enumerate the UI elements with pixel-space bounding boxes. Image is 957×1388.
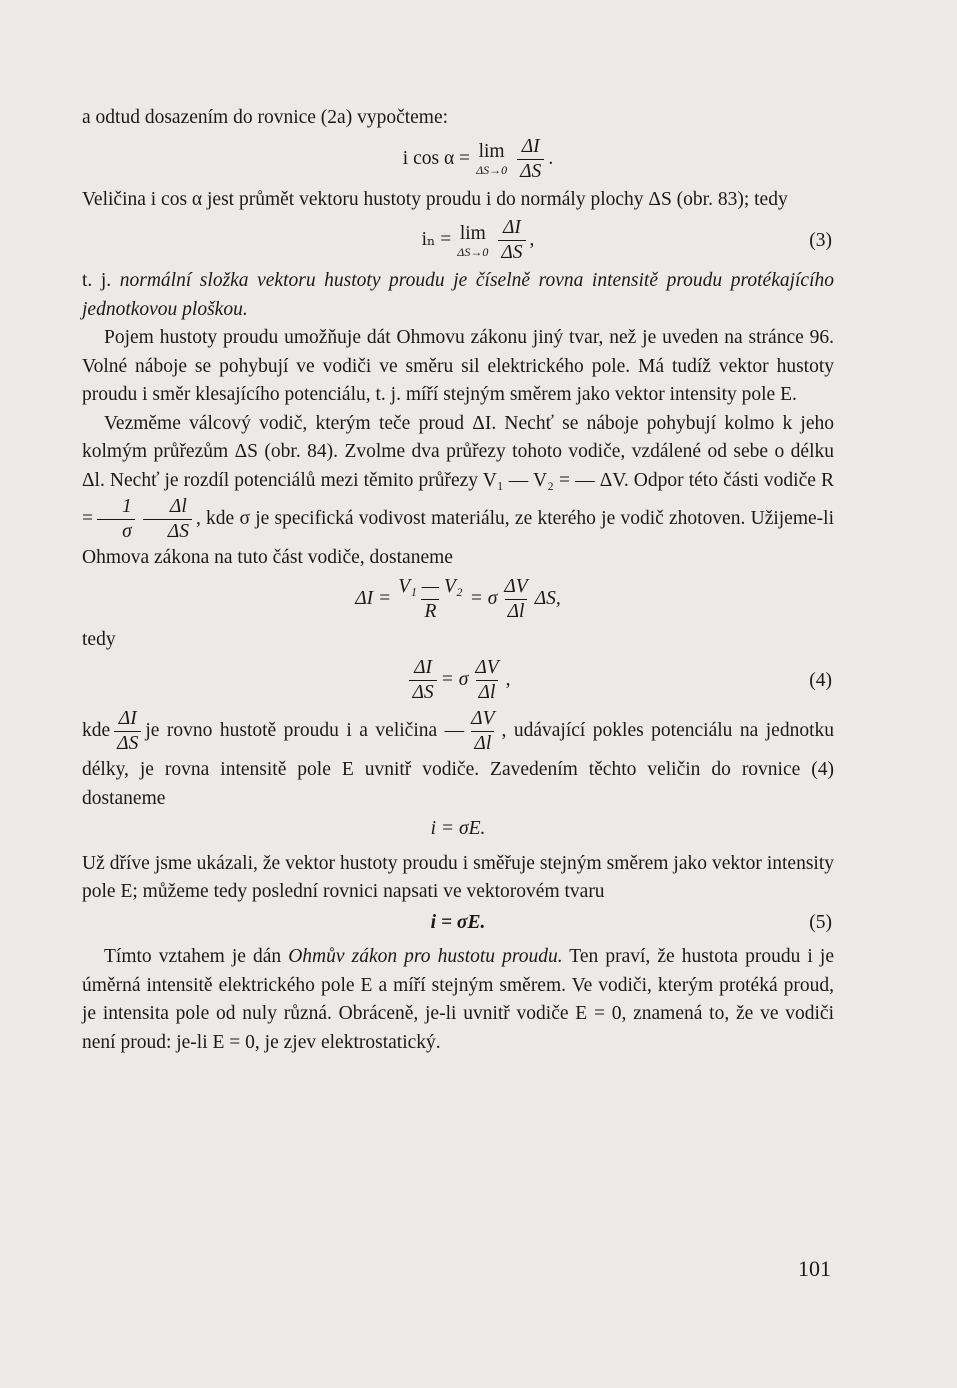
eq-a-fraction: [517, 135, 544, 184]
eq-a-lim-sub: ΔS→0: [476, 163, 508, 177]
eq-3-tail: ,: [529, 229, 535, 251]
p5-fraction-1: [114, 707, 141, 756]
eq-4-f2-den: Δl: [476, 680, 499, 705]
eq-3-den: ΔS: [498, 240, 525, 265]
eq-b-f2-num: ΔV: [504, 575, 528, 597]
eq-a-lhs: i cos α =: [402, 147, 471, 169]
p5-f2-num: ΔV: [471, 708, 495, 729]
eq-b-f1-den: R: [421, 599, 439, 624]
paragraph-normal-component: [82, 267, 834, 324]
eq-4-f2-num: ΔV: [475, 657, 499, 678]
p5-f1-den: ΔS: [114, 731, 141, 756]
paragraph-ohm-form: Pojem hustoty proudu umožňuje dát Ohmovu zákonu jiný tvar, než je uveden na stránce 96. Volné náboje se pohybují ve vodiči ve směru sil elektrického pole. Má tudíž vektor hustoty proudu i směr klesajícího potenciálu, t. j. míří stejným směrem jako vektor intensity pole E.: [82, 327, 834, 405]
p5-b: , udávající pokles potenciálu na jednotku délky, je rovna intensitě pole E uvnitř vodiče. Zavedením těchto veličin do rovnice (4) dostaneme: [82, 719, 835, 809]
eq-3-lhs: iₙ =: [421, 229, 452, 251]
p7-b: Ten praví, že hustota proudu i je úměrná intensitě elektrického pole E a míří stejným směrem. Ve vodiči, kterým protéká proud, je intensita pole od nuly různá. Obráceně, je-li uvnitř vodiče E = 0, znamená to, že ve vodiči není proud: je-li E = 0, je zjev elektrostatický.: [82, 946, 834, 1053]
eq-b-f2-den: Δl: [505, 599, 528, 624]
eq-4-fraction-1: [409, 656, 436, 705]
eq-5-text: i = σE.: [430, 911, 486, 933]
eq-4-f1-den: ΔS: [409, 680, 436, 705]
eq-b-tail: ΔS,: [534, 587, 561, 609]
eq-3-limit: [457, 223, 488, 259]
word-tedy: tedy: [82, 628, 116, 650]
equation-3: [122, 216, 834, 265]
eq-a-tail: .: [548, 147, 554, 169]
p2-prefix: t. j.: [82, 270, 120, 291]
eq-b-fraction-1: [395, 575, 465, 624]
p4-f1-num: 1: [122, 496, 132, 517]
intro-line: a odtud dosazením do rovnice (2a) vypočteme:: [82, 107, 449, 128]
eq-c-text: i = σE.: [430, 818, 486, 839]
paragraph-conductor: [82, 410, 834, 573]
eq-4-mid: = σ: [440, 669, 469, 691]
equation-c: [82, 815, 834, 844]
p5-a: je rovno hustotě proudu i a veličina —: [145, 719, 465, 741]
eq-a-num: ΔI: [521, 135, 540, 157]
eq-a-den: ΔS: [517, 159, 544, 184]
p5-f1-num: ΔI: [118, 708, 137, 729]
eq-a-limit: [476, 141, 507, 177]
eq-b-fraction-2: [501, 575, 530, 624]
eq-3-fraction: [498, 216, 525, 265]
eq-4-f1-num: ΔI: [414, 657, 433, 678]
eq-b-mid: = σ: [469, 587, 498, 609]
equation-5: [82, 909, 834, 938]
eq-4-tail: ,: [505, 669, 511, 691]
p4-a: Vezměme válcový vodič, kterým teče proud ΔI. Nechť se náboje pohybují kolmo k jeho kolmým průřezům ΔS (obr. 84). Zvolme dva průřezy tohoto vodiče, vzdálené od sebe o délku Δl. Nechť je rozdíl potenciálů mezi těmito průřezy V₁ — V₂ = — ΔV. Odpor této části vodiče R =: [82, 412, 834, 529]
paragraph-ohm-law: [82, 943, 834, 1057]
eq-3-num: ΔI: [502, 217, 521, 238]
eq-4-fraction-2: [472, 656, 501, 705]
p5-fraction-2: [468, 707, 497, 756]
p7-italic: Ohmův zákon pro hustotu proudu.: [288, 946, 563, 967]
equation-cos: [122, 135, 834, 184]
eq-3-lim-sub: ΔS→0: [457, 244, 489, 259]
eq-4-number: (4): [809, 669, 832, 691]
paragraph-where: [82, 707, 834, 813]
p5-kde: kde: [82, 719, 111, 741]
p4-fraction-1: [97, 495, 135, 544]
paragraph-projection: Veličina i cos α jest průmět vektoru hustoty proudu i do normály plochy ΔS (obr. 83); tedy: [82, 188, 788, 210]
page-number: 101: [798, 1256, 831, 1281]
paragraph-vector-form: Už dříve jsme ukázali, že vektor hustoty proudu i směřuje stejným směrem jako vektor intensity pole E; můžeme tedy poslední rovnici napsati ve vektorovém tvaru: [82, 852, 834, 902]
eq-5-number: (5): [809, 911, 832, 933]
p4-f2-num: Δl: [169, 496, 187, 517]
eq-b-f1-num: V₁ — V₂: [398, 575, 463, 597]
p5-f2-den: Δl: [471, 731, 494, 756]
p4-f1-den: σ: [97, 519, 135, 544]
equation-b: [82, 575, 834, 624]
page-text: [82, 104, 834, 1057]
p2-italic: normální složka vektoru hustoty proudu je číselně rovna intensitě proudu protékajícího jednotkovou ploškou.: [82, 270, 835, 320]
eq-3-number: (3): [809, 229, 832, 251]
eq-b-lhs: ΔI =: [355, 587, 392, 609]
eq-3-lim-word: lim: [459, 222, 486, 244]
eq-a-lim-word: lim: [478, 141, 505, 162]
equation-4: [82, 656, 834, 705]
p7-a: Tímto vztahem je dán: [104, 946, 289, 967]
p4-b: , kde σ je specifická vodivost materiálu, ze kterého je vodič zhotoven. Užijeme-li Ohmova zákona na tuto část vodiče, dostaneme: [82, 507, 834, 568]
p4-fraction-2: [143, 495, 192, 544]
p4-f2-den: ΔS: [143, 519, 192, 544]
